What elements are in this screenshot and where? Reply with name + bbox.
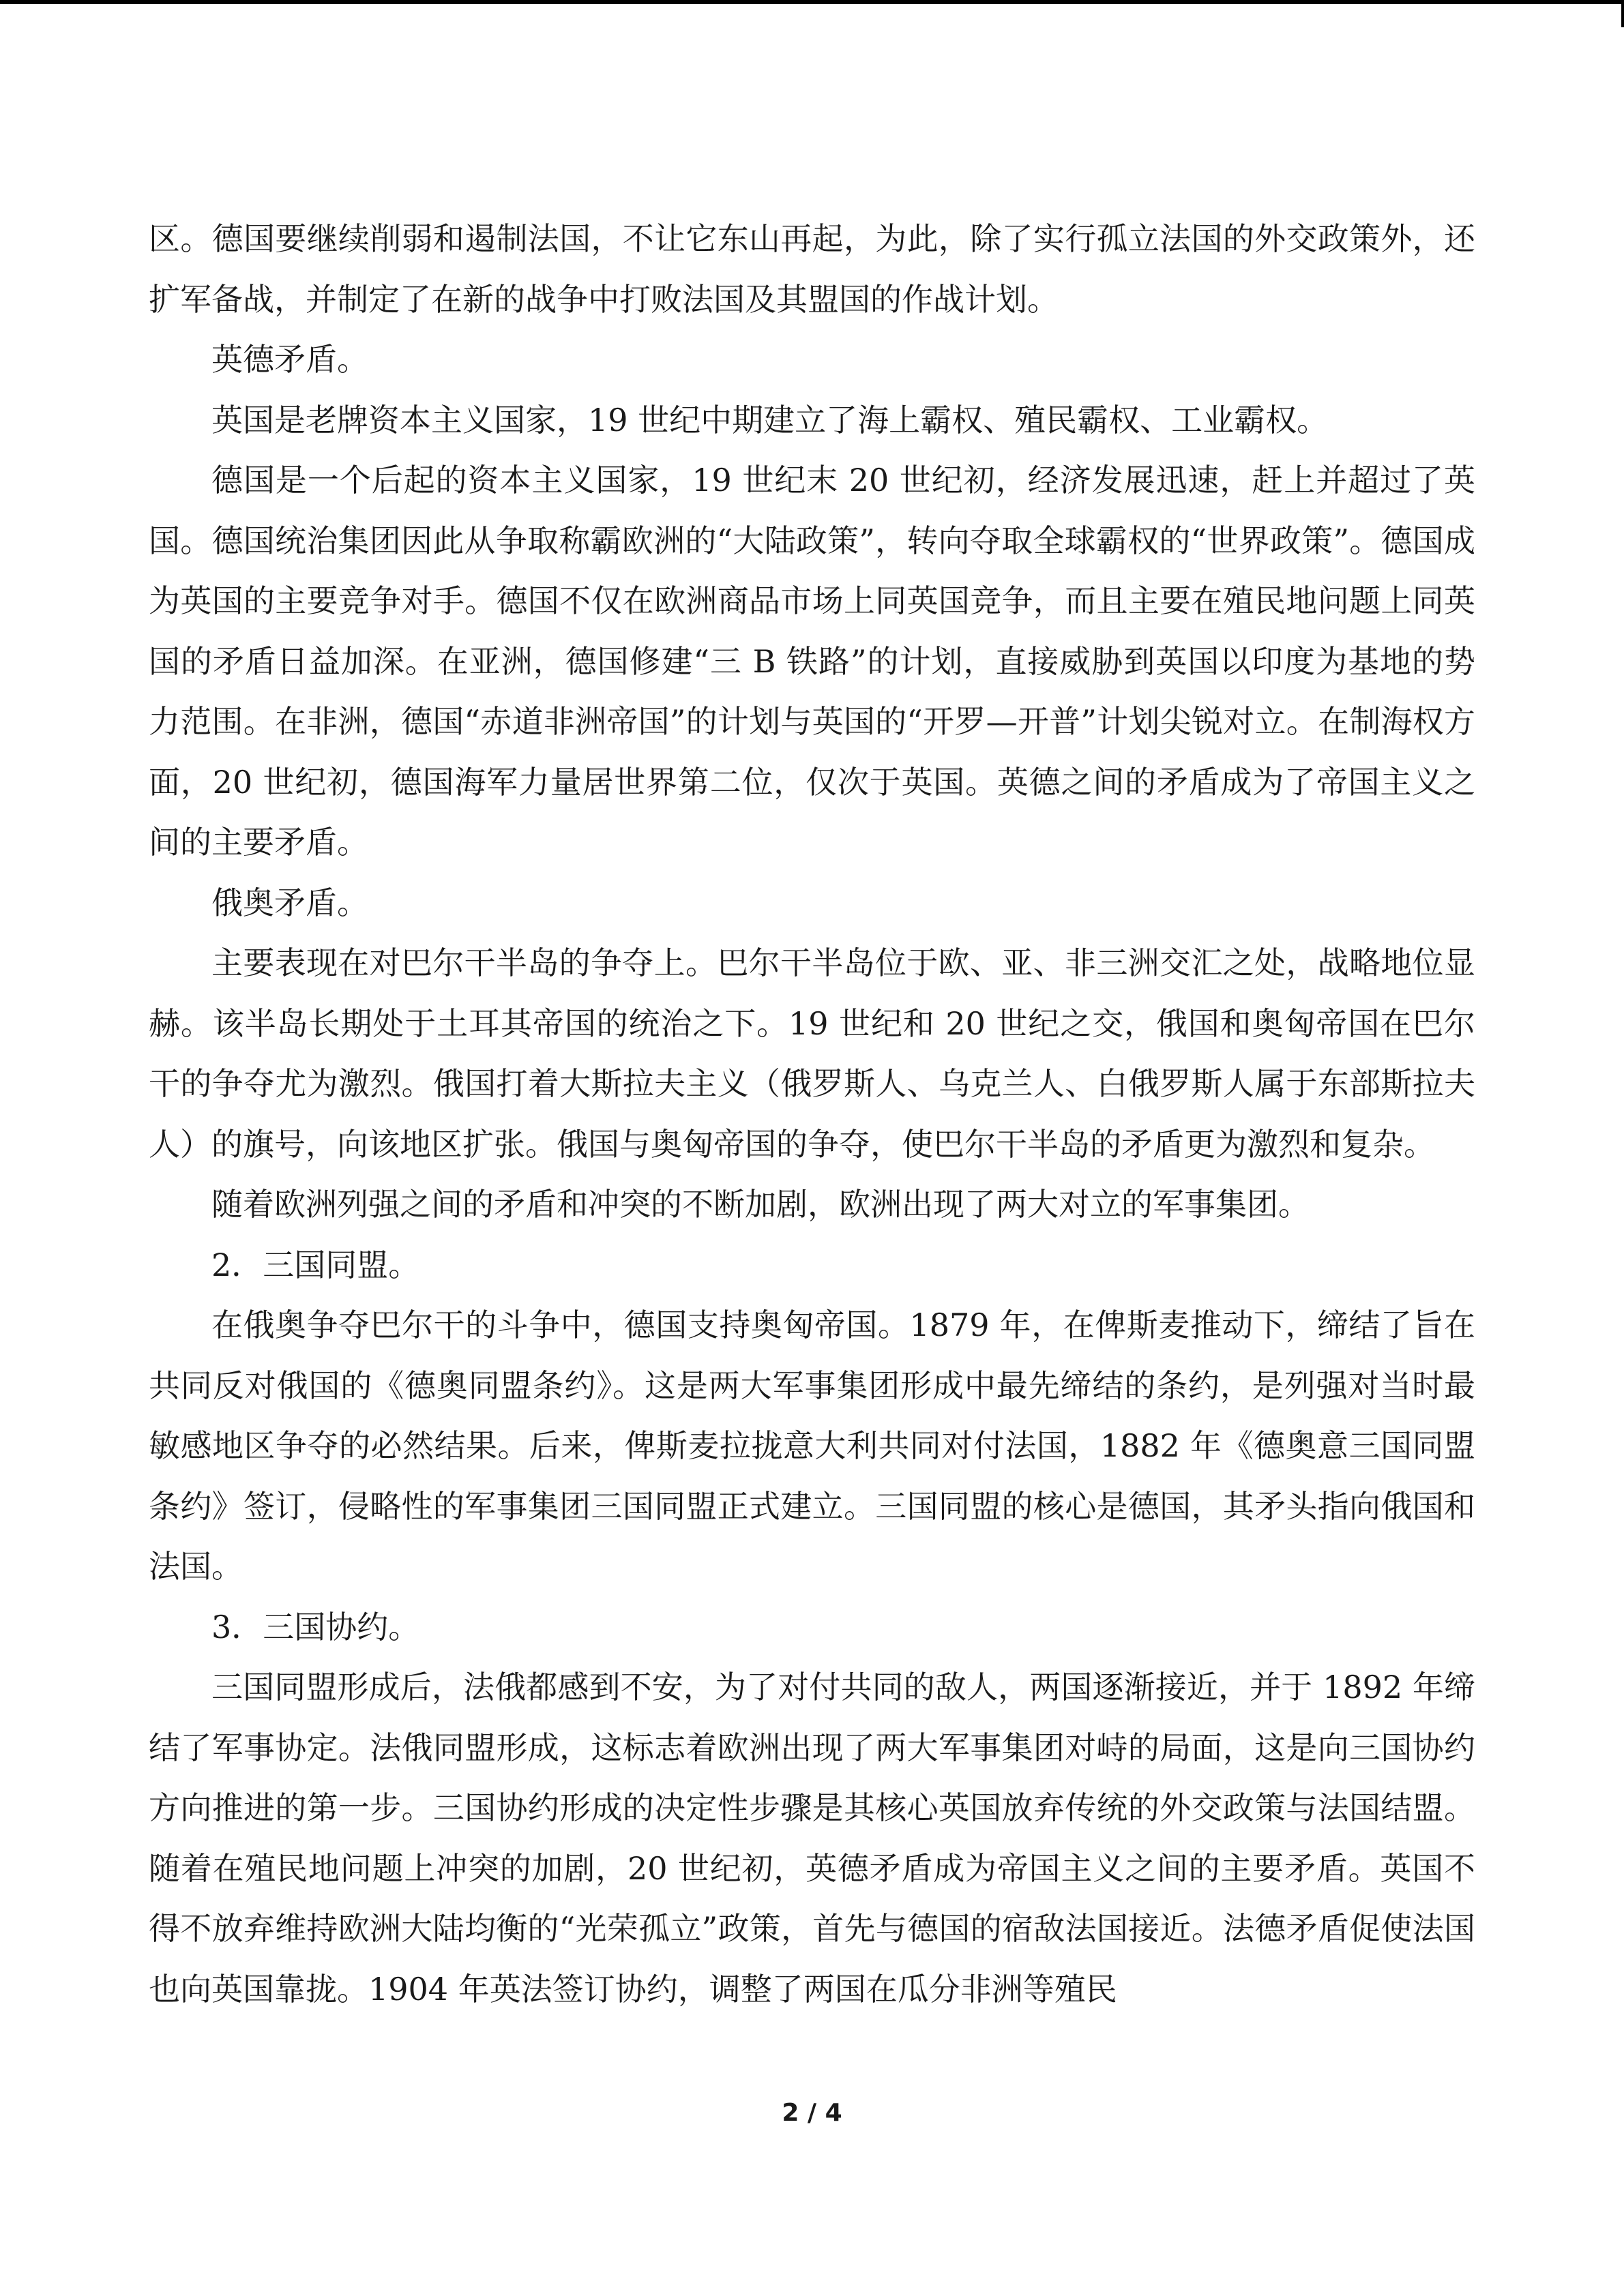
document-body bbox=[149, 209, 1475, 2019]
top-border-line bbox=[0, 0, 1624, 4]
section-heading-triple-alliance: 2．三国同盟。 bbox=[211, 1246, 420, 1283]
paragraph: 主要表现在对巴尔干半岛的争夺上。巴尔干半岛位于欧、亚、非三洲交汇之处，战略地位显赫。该半岛长期处于土耳其帝国的统治之下。19 世纪和 20 世纪之交，俄国和奥匈帝国在巴尔干的争夺尤为激烈。俄国打着大斯拉夫主义（俄罗斯人、乌克兰人、白俄罗斯人属于东部斯拉夫人）的旗号，向该地区扩张。俄国与奥匈帝国的争夺，使巴尔干半岛的矛盾更为激烈和复杂。 bbox=[149, 944, 1475, 1163]
section-heading-russo-austrian: 俄奥矛盾。 bbox=[211, 884, 368, 921]
section-heading-anglo-german: 英德矛盾。 bbox=[211, 341, 368, 378]
page-number: 2 / 4 bbox=[782, 2099, 842, 2127]
paragraph: 在俄奥争夺巴尔干的斗争中，德国支持奥匈帝国。1879 年，在俾斯麦推动下，缔结了旨在共同反对俄国的《德奥同盟条约》。这是两大军事集团形成中最先缔结的条约，是列强对当时最敏感地区争夺的必然结果。后来，俾斯麦拉拢意大利共同对付法国，1882 年《德奥意三国同盟条约》签订，侵略性的军事集团三国同盟正式建立。三国同盟的核心是德国，其矛头指向俄国和法国。 bbox=[149, 1307, 1475, 1585]
paragraph: 区。德国要继续削弱和遏制法国，不让它东山再起，为此，除了实行孤立法国的外交政策外，还扩军备战，并制定了在新的战争中打败法国及其盟国的作战计划。 bbox=[149, 220, 1475, 318]
paragraph: 英国是老牌资本主义国家，19 世纪中期建立了海上霸权、殖民霸权、工业霸权。 bbox=[211, 401, 1329, 438]
right-border-mark bbox=[1621, 0, 1624, 27]
paragraph: 德国是一个后起的资本主义国家，19 世纪末 20 世纪初，经济发展迅速，赶上并超过了英国。德国统治集团因此从争取称霸欧洲的“大陆政策”，转向夺取全球霸权的“世界政策”。德国成为英国的主要竞争对手。德国不仅在欧洲商品市场上同英国竞争，而且主要在殖民地问题上同英国的矛盾日益加深。在亚洲，德国修建“三 B 铁路”的计划，直接威胁到英国以印度为基地的势力范围。在非洲，德国“赤道非洲帝国”的计划与英国的“开罗—开普”计划尖锐对立。在制海权方面，20 世纪初，德国海军力量居世界第二位，仅次于英国。英德之间的矛盾成为了帝国主义之间的主要矛盾。 bbox=[149, 462, 1475, 861]
section-heading-triple-entente: 3．三国协约。 bbox=[211, 1608, 420, 1645]
paragraph: 随着欧洲列强之间的矛盾和冲突的不断加剧，欧洲出现了两大对立的军事集团。 bbox=[211, 1186, 1310, 1223]
paragraph: 三国同盟形成后，法俄都感到不安，为了对付共同的敌人，两国逐渐接近，并于 1892 年缔结了军事协定。法俄同盟形成，这标志着欧洲出现了两大军事集团对峙的局面，这是向三国协约方向推进的第一步。三国协约形成的决定性步骤是其核心英国放弃传统的外交政策与法国结盟。随着在殖民地问题上冲突的加剧，20 世纪初，英德矛盾成为帝国主义之间的主要矛盾。英国不得不放弃维持欧洲大陆均衡的“光荣孤立”政策，首先与德国的宿敌法国接近。法德矛盾促使法国也向英国靠拢。1904 年英法签订协约，调整了两国在瓜分非洲等殖民 bbox=[149, 1669, 1475, 2008]
